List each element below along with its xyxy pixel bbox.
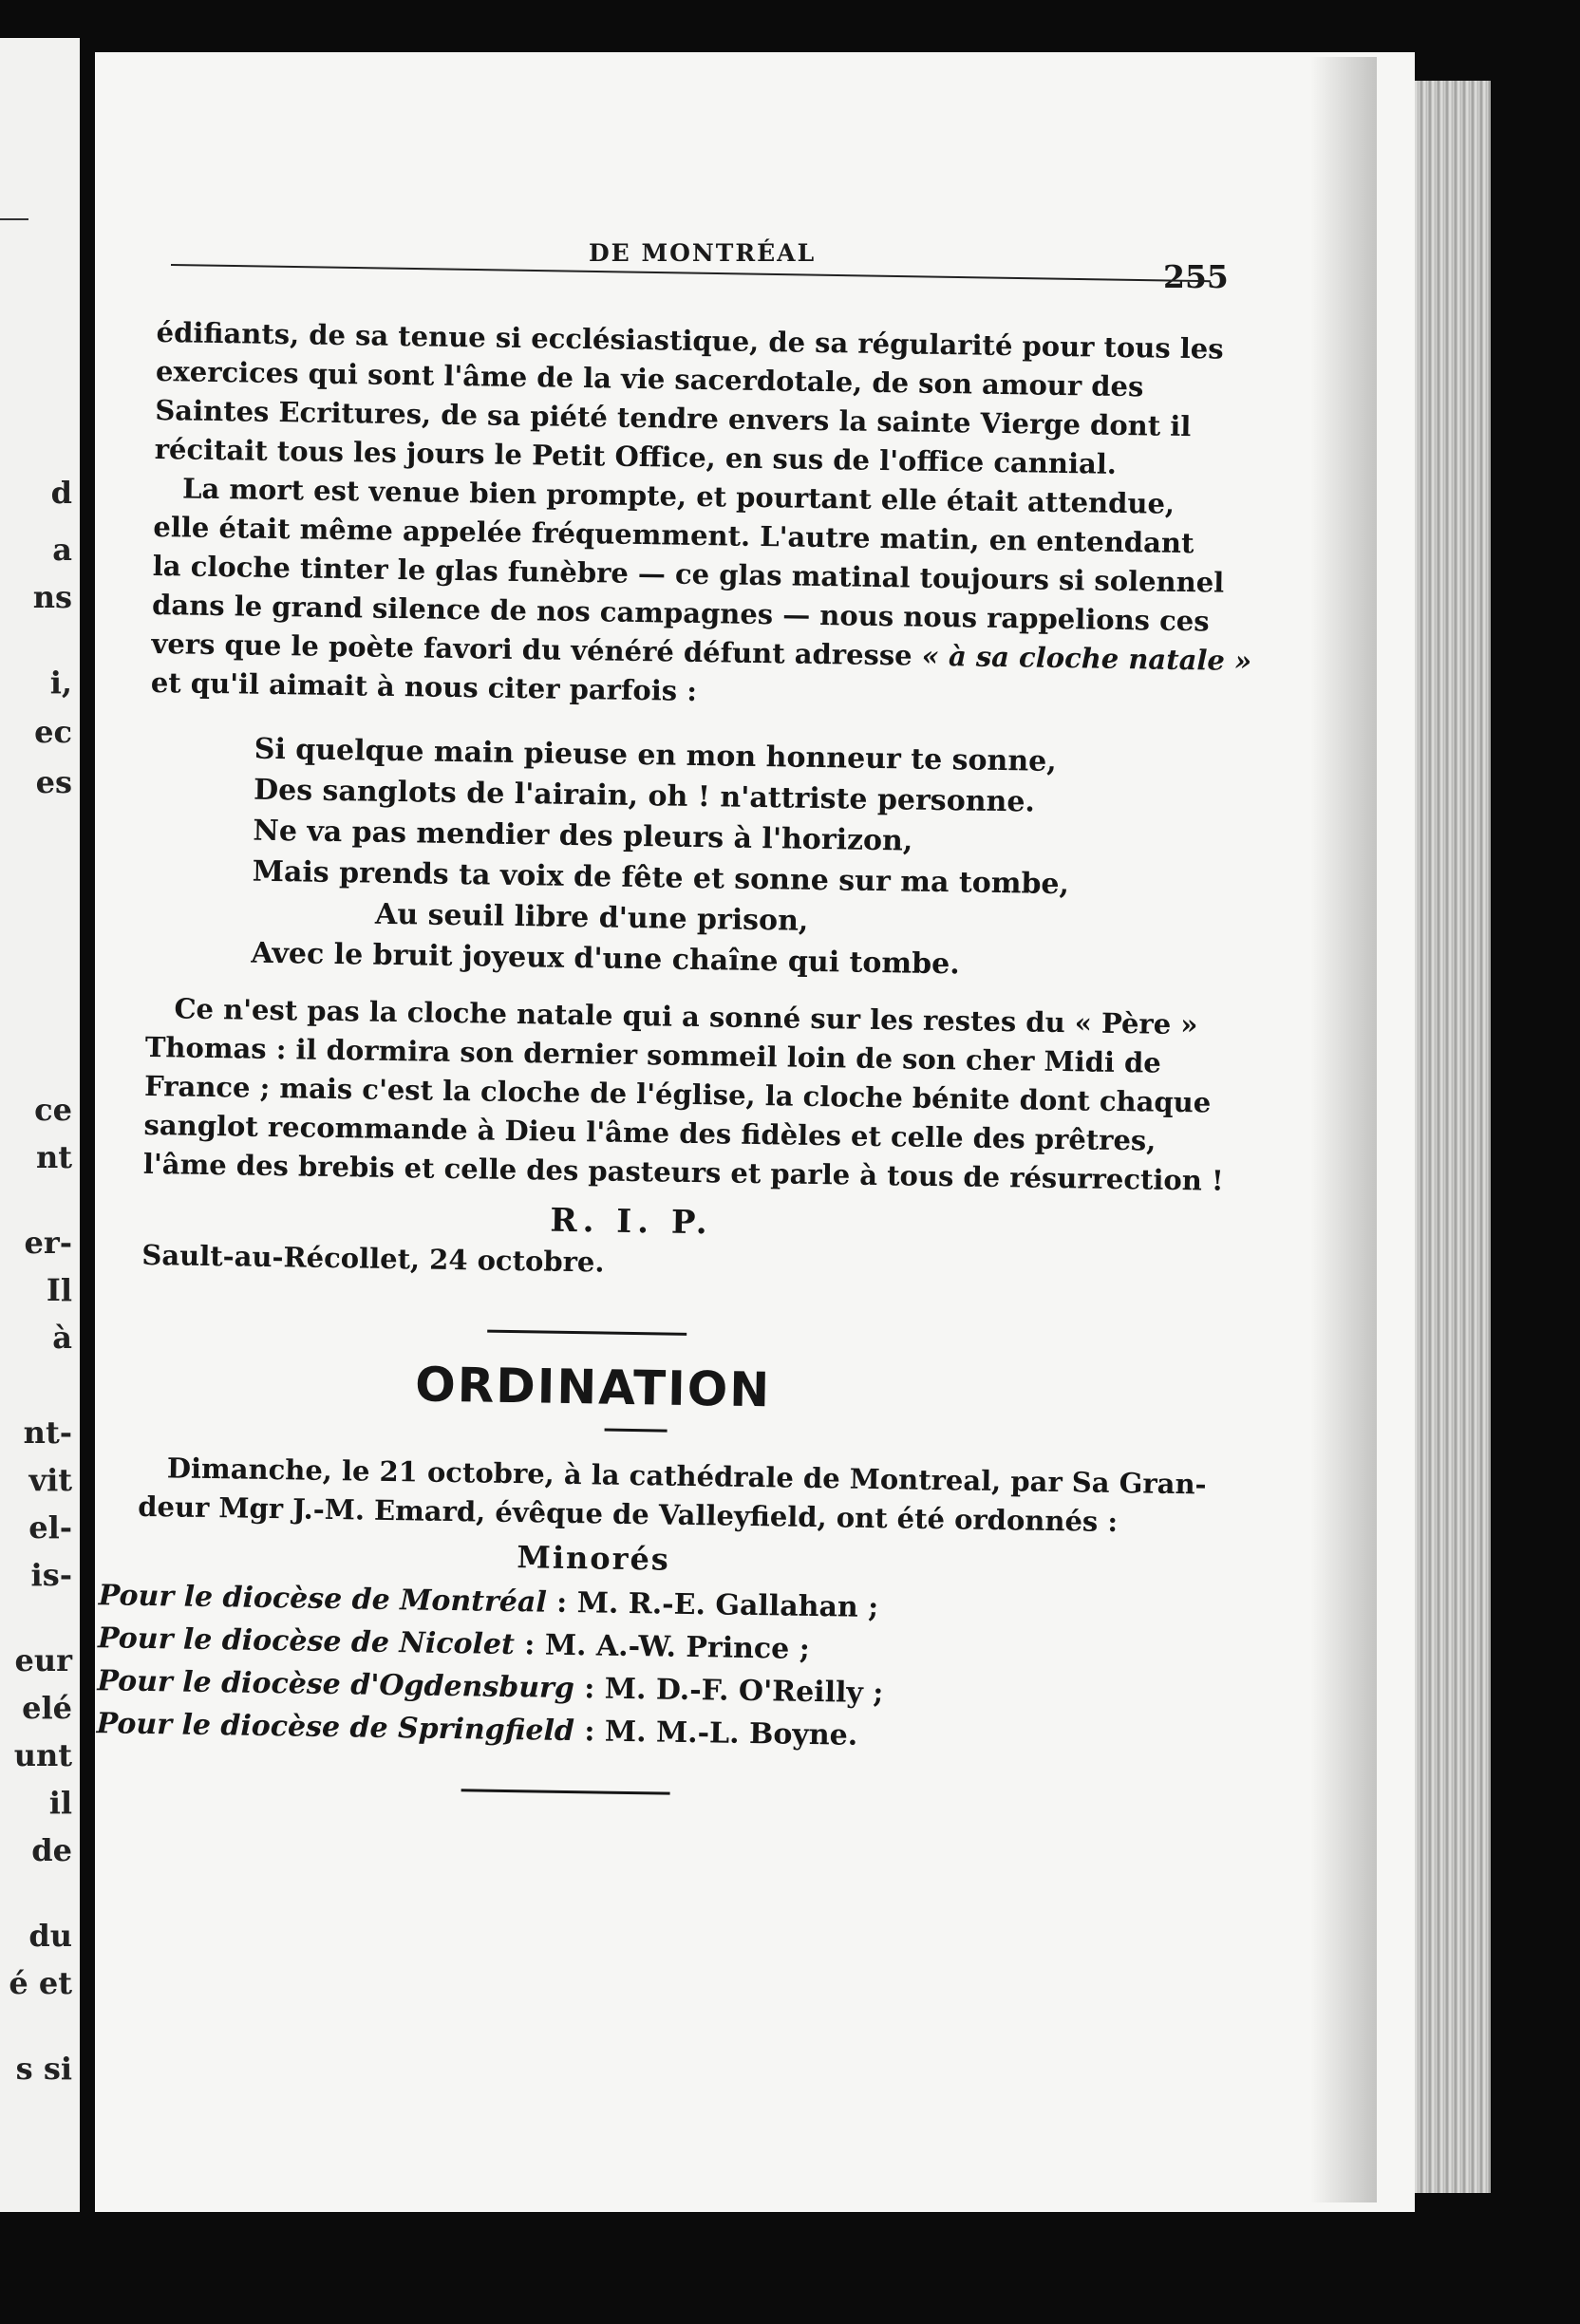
verse-line: Au seuil libre d'une prison, <box>374 897 809 938</box>
page-gutter-shadow <box>1310 57 1377 2202</box>
left-fragment: a <box>52 532 72 568</box>
text-line: et qu'il aimait à nous citer parfois : <box>150 665 698 707</box>
title-underline <box>605 1429 668 1433</box>
left-page-edge <box>0 38 80 2212</box>
italic-quote: « à sa cloche natale » <box>921 639 1252 678</box>
verse-line: Mais prends ta voix de fête et sonne sur ma tombe, <box>252 854 1070 902</box>
running-title: DE MONTRÉAL <box>589 239 817 267</box>
subsection-title: Minorés <box>517 1539 671 1578</box>
text-line: sanglot recommande à Dieu l'âme des fidèles et celle des prêtres, <box>143 1108 1157 1157</box>
section-title: ORDINATION <box>414 1357 772 1418</box>
left-fragment: nt <box>35 1139 72 1175</box>
text-fragment: vers que le poète favori du vénéré défunt adresse <box>151 627 912 672</box>
text-line: Ce n'est pas la cloche natale qui a sonné sur les restes du « Père » <box>174 992 1198 1041</box>
left-fragment: il <box>48 1785 72 1821</box>
left-fragment: nt- <box>23 1415 72 1451</box>
ordinand-name: : M. D.-F. O'Reilly ; <box>583 1672 884 1711</box>
verse-line: Si quelque main pieuse en mon honneur te sonne, <box>254 732 1057 778</box>
text-line: France ; mais c'est la cloche de l'église, la cloche bénite dont chaque <box>143 1069 1212 1119</box>
text-line: l'âme des brebis et celle des pasteurs et parle à tous de résurrection ! <box>142 1147 1224 1197</box>
left-fragment: ns <box>32 579 72 615</box>
paragraph-1 <box>154 313 1224 485</box>
text-line: édifiants, de sa tenue si ecclésiastique, de sa régularité pour tous les <box>156 315 1224 365</box>
verse-line: Des sanglots de l'airain, oh ! n'attriste personne. <box>253 773 1036 819</box>
left-fragment: er- <box>24 1225 72 1261</box>
left-fragment: elé <box>22 1690 72 1726</box>
left-page-rule <box>0 218 28 220</box>
left-fragment: ec <box>34 714 72 750</box>
text-line: dans le grand silence de nos campagnes — nous nous rappelions ces <box>151 588 1210 638</box>
ordinand-name: : M. A.-W. Prince ; <box>524 1628 811 1666</box>
text-line: elle était même appelée fréquemment. L'autre matin, en entendant <box>153 510 1194 560</box>
left-fragment: eur <box>14 1642 72 1678</box>
text-line: Thomas : il dormira son dernier sommeil loin de son cher Midi de <box>144 1030 1162 1079</box>
left-fragment: à <box>52 1320 72 1356</box>
ordinand-name: : M. M.-L. Boyne. <box>584 1715 858 1752</box>
diocese-label: Pour le diocèse de Montréal <box>98 1579 548 1620</box>
text-line: Dimanche, le 21 octobre, à la cathédrale de Montreal, par Sa Gran- <box>166 1452 1207 1501</box>
text-line: La mort est venue bien prompte, et pourtant elle était attendue, <box>181 472 1176 520</box>
ordination-intro <box>137 1449 1207 1543</box>
left-fragment: el- <box>28 1509 72 1546</box>
left-fragment: vit <box>28 1462 72 1498</box>
rip-signature: R. I. P. <box>550 1201 713 1243</box>
text-line: exercices qui sont l'âme de la vie sacerdotale, de son amour des <box>155 354 1144 403</box>
diocese-label: Pour le diocèse de Nicolet <box>97 1621 516 1662</box>
verse-line: Ne va pas mendier des pleurs à l'horizon, <box>253 814 913 858</box>
place-date: Sault-au-Récollet, 24 octobre. <box>141 1238 605 1279</box>
paragraph-3 <box>142 989 1224 1200</box>
diocese-label: Pour le diocèse d'Ogdensburg <box>97 1664 575 1706</box>
left-fragment: é et <box>9 1965 72 2001</box>
ordinand-name: : M. R.-E. Gallahan ; <box>555 1585 879 1625</box>
ordination-list <box>96 1575 1191 1762</box>
left-fragment: unt <box>13 1737 72 1773</box>
paragraph-2 <box>150 469 1252 719</box>
verse-line: Avec le bruit joyeux d'une chaîne qui tombe. <box>251 936 960 982</box>
left-fragment: is- <box>30 1557 72 1593</box>
text-line: Saintes Ecritures, de sa piété tendre envers la sainte Vierge dont il <box>155 393 1192 443</box>
left-fragment: ce <box>34 1092 72 1128</box>
left-fragment: i, <box>49 665 72 701</box>
diocese-label: Pour le diocèse de Springfield <box>96 1707 575 1749</box>
poem-verse <box>146 727 1204 988</box>
left-fragment: es <box>35 764 72 800</box>
left-fragment: s si <box>15 2051 72 2087</box>
page-number: 255 <box>1163 258 1229 295</box>
text-line: deur Mgr J.-M. Emard, évêque de Valleyfield, ont été ordonnés : <box>137 1490 1119 1539</box>
text-line: la cloche tinter le glas funèbre — ce glas matinal toujours si solennel <box>152 549 1225 599</box>
section-divider <box>487 1330 687 1336</box>
page-body <box>96 313 1252 1803</box>
left-fragment: d <box>50 475 72 511</box>
left-fragment: de <box>31 1832 72 1868</box>
left-fragment: Il <box>46 1272 72 1308</box>
left-fragment: du <box>28 1918 72 1954</box>
text-line: récitait tous les jours le Petit Office, en sus de l'office cannial. <box>154 432 1118 480</box>
